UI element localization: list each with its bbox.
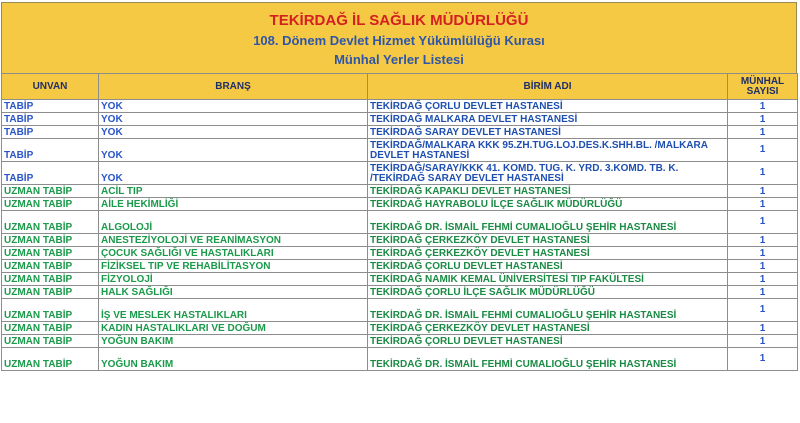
munhal-sayisi-cell: 1 bbox=[728, 185, 798, 198]
brans-cell: YOK bbox=[99, 139, 368, 162]
table-row bbox=[2, 260, 798, 273]
column-header-unvan: UNVAN bbox=[2, 74, 99, 100]
munhal-sayisi-cell: 1 bbox=[728, 139, 798, 162]
birim-cell: TEKİRDAĞ ÇORLU DEVLET HASTANESİ bbox=[368, 335, 728, 348]
unvan-cell: TABİP bbox=[2, 162, 99, 185]
munhal-sayisi-cell: 1 bbox=[728, 335, 798, 348]
column-header-sayi-label: MÜNHAL SAYISI bbox=[740, 75, 785, 97]
unvan-cell: UZMAN TABİP bbox=[2, 299, 99, 322]
brans-cell: YOK bbox=[99, 100, 368, 113]
munhal-sayisi-cell: 1 bbox=[728, 260, 798, 273]
birim-cell: TEKİRDAĞ KAPAKLI DEVLET HASTANESİ bbox=[368, 185, 728, 198]
birim-cell: TEKİRDAĞ ÇORLU DEVLET HASTANESİ bbox=[368, 260, 728, 273]
munhal-sayisi-cell: 1 bbox=[728, 126, 798, 139]
brans-cell: ALGOLOJİ bbox=[99, 211, 368, 234]
birim-cell: TEKİRDAĞ ÇERKEZKÖY DEVLET HASTANESİ bbox=[368, 234, 728, 247]
unvan-cell: TABİP bbox=[2, 113, 99, 126]
table-row bbox=[2, 113, 798, 126]
page-subtitle-list: Münhal Yerler Listesi bbox=[334, 52, 464, 67]
birim-cell: TEKİRDAĞ ÇORLU DEVLET HASTANESİ bbox=[368, 100, 728, 113]
birim-cell: TEKİRDAĞ DR. İSMAİL FEHMİ CUMALIOĞLU ŞEHİR HASTANESİ bbox=[368, 348, 728, 371]
brans-cell: KADIN HASTALIKLARI VE DOĞUM bbox=[99, 322, 368, 335]
unvan-cell: UZMAN TABİP bbox=[2, 286, 99, 299]
munhal-sayisi-cell: 1 bbox=[728, 286, 798, 299]
unvan-cell: TABİP bbox=[2, 126, 99, 139]
brans-cell: ÇOCUK SAĞLIĞI VE HASTALIKLARI bbox=[99, 247, 368, 260]
munhal-sayisi-cell: 1 bbox=[728, 198, 798, 211]
munhal-sayisi-cell: 1 bbox=[728, 113, 798, 126]
brans-cell: İŞ VE MESLEK HASTALIKLARI bbox=[99, 299, 368, 322]
brans-cell: HALK SAĞLIĞI bbox=[99, 286, 368, 299]
unvan-cell: TABİP bbox=[2, 139, 99, 162]
brans-cell: ANESTEZİYOLOJİ VE REANİMASYON bbox=[99, 234, 368, 247]
unvan-cell: UZMAN TABİP bbox=[2, 247, 99, 260]
brans-cell: FİZİKSEL TIP VE REHABİLİTASYON bbox=[99, 260, 368, 273]
birim-cell: TEKİRDAĞ NAMIK KEMAL ÜNİVERSİTESİ TIP FAKÜLTESİ bbox=[368, 273, 728, 286]
unvan-cell: UZMAN TABİP bbox=[2, 260, 99, 273]
munhal-sayisi-cell: 1 bbox=[728, 100, 798, 113]
birim-cell: TEKİRDAĞ ÇORLU İLÇE SAĞLIK MÜDÜRLÜĞÜ bbox=[368, 286, 728, 299]
munhal-sayisi-cell: 1 bbox=[728, 299, 798, 322]
birim-cell: TEKİRDAĞ ÇERKEZKÖY DEVLET HASTANESİ bbox=[368, 322, 728, 335]
munhal-sayisi-cell: 1 bbox=[728, 162, 798, 185]
table-row bbox=[2, 322, 798, 335]
birim-cell: TEKİRDAĞ DR. İSMAİL FEHMİ CUMALIOĞLU ŞEHİR HASTANESİ bbox=[368, 299, 728, 322]
page-title: TEKİRDAĞ İL SAĞLIK MÜDÜRLÜĞÜ bbox=[269, 12, 529, 29]
title-block bbox=[1, 2, 797, 74]
brans-cell: ACİL TIP bbox=[99, 185, 368, 198]
table-row bbox=[2, 162, 798, 185]
brans-cell: FİZYOLOJİ bbox=[99, 273, 368, 286]
unvan-cell: UZMAN TABİP bbox=[2, 211, 99, 234]
brans-cell: YOK bbox=[99, 162, 368, 185]
unvan-cell: UZMAN TABİP bbox=[2, 273, 99, 286]
birim-cell: TEKİRDAĞ/SARAY/KKK 41. KOMD. TUG. K. YRD. 3.KOMD. TB. K. /TEKİRDAĞ SARAY DEVLET HASTANESİ bbox=[368, 162, 728, 185]
table-row bbox=[2, 273, 798, 286]
table-row bbox=[2, 335, 798, 348]
table-row bbox=[2, 100, 798, 113]
brans-cell: YOĞUN BAKIM bbox=[99, 335, 368, 348]
brans-cell: YOĞUN BAKIM bbox=[99, 348, 368, 371]
brans-cell: YOK bbox=[99, 126, 368, 139]
munhal-sayisi-cell: 1 bbox=[728, 273, 798, 286]
unvan-cell: UZMAN TABİP bbox=[2, 198, 99, 211]
brans-cell: YOK bbox=[99, 113, 368, 126]
table-row bbox=[2, 299, 798, 322]
birim-cell: TEKİRDAĞ MALKARA DEVLET HASTANESİ bbox=[368, 113, 728, 126]
page-subtitle: 108. Dönem Devlet Hizmet Yükümlülüğü Kurası bbox=[253, 33, 545, 48]
table-row bbox=[2, 126, 798, 139]
unvan-cell: UZMAN TABİP bbox=[2, 185, 99, 198]
column-header-sayi bbox=[728, 74, 798, 100]
table-row bbox=[2, 198, 798, 211]
table-row bbox=[2, 211, 798, 234]
column-header-brans: BRANŞ bbox=[99, 74, 368, 100]
unvan-cell: UZMAN TABİP bbox=[2, 348, 99, 371]
birim-cell: TEKİRDAĞ HAYRABOLU İLÇE SAĞLIK MÜDÜRLÜĞÜ bbox=[368, 198, 728, 211]
birim-cell: TEKİRDAĞ SARAY DEVLET HASTANESİ bbox=[368, 126, 728, 139]
table-row bbox=[2, 185, 798, 198]
table-row bbox=[2, 139, 798, 162]
table-row bbox=[2, 286, 798, 299]
table-row bbox=[2, 234, 798, 247]
munhal-sayisi-cell: 1 bbox=[728, 348, 798, 371]
document-sheet bbox=[1, 2, 797, 421]
table-header-row bbox=[2, 74, 798, 100]
munhal-sayisi-cell: 1 bbox=[728, 247, 798, 260]
unvan-cell: UZMAN TABİP bbox=[2, 234, 99, 247]
vacancy-table bbox=[1, 73, 798, 371]
table-row bbox=[2, 348, 798, 371]
birim-cell: TEKİRDAĞ/MALKARA KKK 95.ZH.TUG.LOJ.DES.K.SHH.BL. /MALKARA DEVLET HASTANESİ bbox=[368, 139, 728, 162]
munhal-sayisi-cell: 1 bbox=[728, 211, 798, 234]
column-header-birim: BİRİM ADI bbox=[368, 74, 728, 100]
unvan-cell: TABİP bbox=[2, 100, 99, 113]
table-body bbox=[2, 100, 798, 371]
munhal-sayisi-cell: 1 bbox=[728, 234, 798, 247]
table-row bbox=[2, 247, 798, 260]
birim-cell: TEKİRDAĞ ÇERKEZKÖY DEVLET HASTANESİ bbox=[368, 247, 728, 260]
unvan-cell: UZMAN TABİP bbox=[2, 322, 99, 335]
unvan-cell: UZMAN TABİP bbox=[2, 335, 99, 348]
munhal-sayisi-cell: 1 bbox=[728, 322, 798, 335]
brans-cell: AİLE HEKİMLİĞİ bbox=[99, 198, 368, 211]
birim-cell: TEKİRDAĞ DR. İSMAİL FEHMİ CUMALIOĞLU ŞEHİR HASTANESİ bbox=[368, 211, 728, 234]
